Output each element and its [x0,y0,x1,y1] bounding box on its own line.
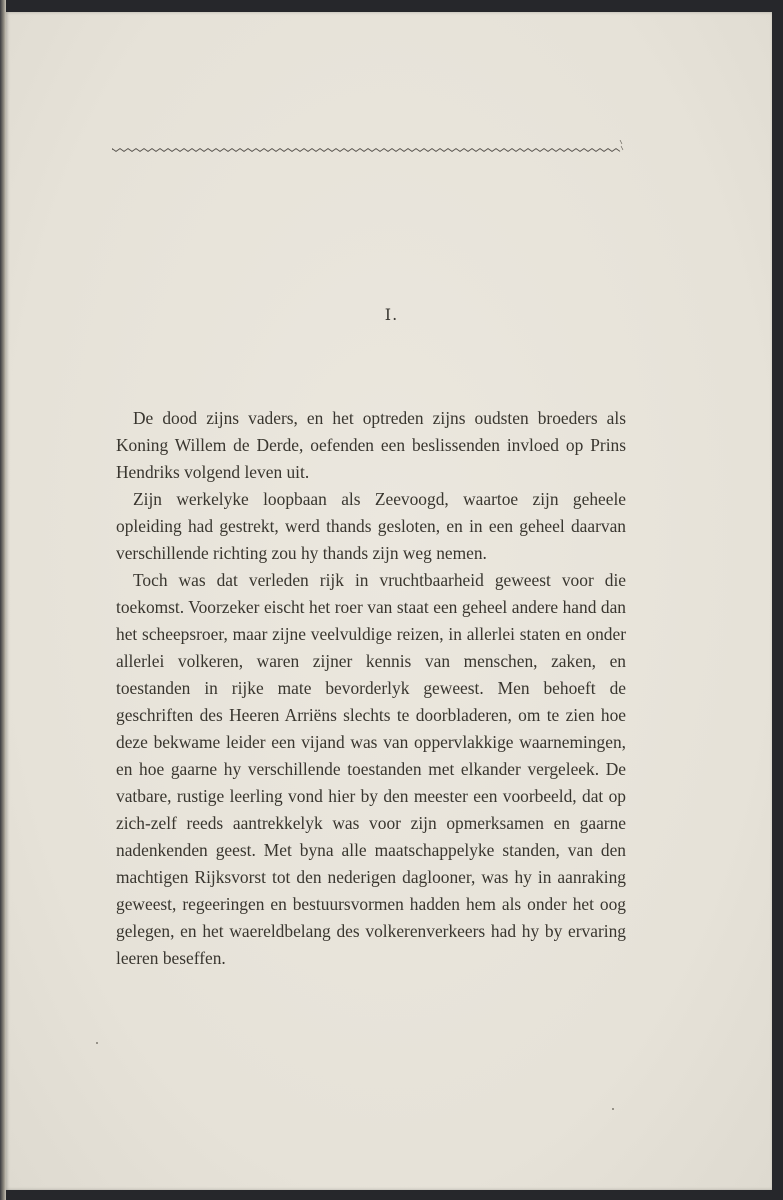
paragraph-1: De dood zijns vaders, en het optreden zijns oudsten broeders als Koning Willem de Derde, oefenden een beslissenden invloed op Prins Hendriks volgend leven uit. [116,408,626,482]
body-text [116,405,626,972]
paragraph-2: Zijn werkelyke loopbaan als Zeevoogd, waartoe zijn geheele opleiding had gestrekt, werd thands gesloten, en in een geheel daarvan verschillende richting zou hy thands zijn weg nemen. [116,489,626,563]
paper-speck [612,1108,614,1110]
wavy-rule-ornament-icon [112,140,628,160]
paper-speck [96,1042,98,1044]
paragraph-3: Toch was dat verleden rijk in vruchtbaarheid geweest voor die toekomst. Voorzeker eischt het roer van staat een geheel andere hand dan het scheepsroer, maar zijne veelvuldige reizen, in allerlei staten en onder allerlei volkeren, waren zijner kennis van menschen, zaken, en toestanden in rijke mate bevorderlyk geweest. Men behoeft de geschriften des Heeren Arriëns slechts te doorbladeren, om te zien hoe deze bekwame leider een vijand was van oppervlakkige waarnemingen, en hoe gaarne hy verschillende toestanden met elkander vergeleek. De vatbare, rustige leerling vond hier by den meester een voorbeeld, dat op zich-zelf reeds aantrekkelyk was voor zijn opmerksamen en gaarne nadenkenden geest. Met byna alle maatschappelyke standen, van den machtigen Rijksvorst tot den nederigen daglooner, was hy in aanraking geweest, regeeringen en bestuursvormen hadden hem als onder het oog gelegen, en het waereldbelang des volkerenverkeers had hy by ervaring leeren beseffen. [116,570,626,968]
chapter-heading: I. [384,305,399,324]
